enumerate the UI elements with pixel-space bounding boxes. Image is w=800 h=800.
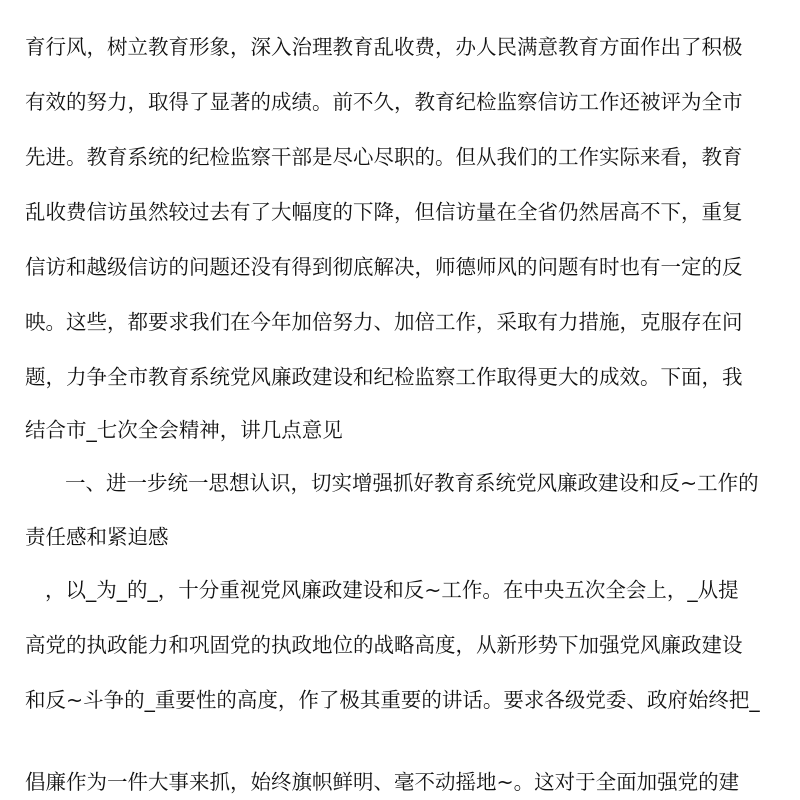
text-line: 信访和越级信访的问题还没有得到彻底解决，师德师风的问题有时也有一定的反 [25, 255, 743, 279]
text-line: 结合市_七次全会精神，讲几点意见 [25, 418, 343, 442]
text-line: 映。这些，都要求我们在今年加倍努力、加倍工作，采取有力措施，克服存在问 [25, 310, 743, 334]
text-line: 有效的努力，取得了显著的成绩。前不久，教育纪检监察信访工作还被评为全市 [25, 90, 743, 114]
text-line: 育行风，树立教育形象，深入治理教育乱收费，办人民满意教育方面作出了积极 [25, 35, 743, 59]
text-line: 和反~斗争的_重要性的高度，作了极其重要的讲话。要求各级党委、政府始终把_ [25, 688, 760, 712]
text-line: 倡廉作为一件大事来抓，始终旗帜鲜明、毫不动摇地~。这对于全面加强党的建 [25, 770, 740, 794]
section-heading: 一、进一步统一思想认识，切实增强抓好教育系统党风廉政建设和反~工作的 [65, 471, 759, 495]
text-line: 题，力争全市教育系统党风廉政建设和纪检监察工作取得更大的成效。下面，我 [25, 365, 743, 389]
text-line: 先进。教育系统的纪检监察干部是尽心尽职的。但从我们的工作实际来看，教育 [25, 145, 743, 169]
text-line: 高党的执政能力和巩固党的执政地位的战略高度，从新形势下加强党风廉政建设 [25, 633, 743, 657]
text-line: 乱收费信访虽然较过去有了大幅度的下降，但信访量在全省仍然居高不下，重复 [25, 200, 743, 224]
text-line: ，以_为_的_，十分重视党风廉政建设和反~工作。在中央五次全会上，_从提 [45, 578, 739, 602]
section-heading-cont: 责任感和紧迫感 [25, 525, 169, 549]
